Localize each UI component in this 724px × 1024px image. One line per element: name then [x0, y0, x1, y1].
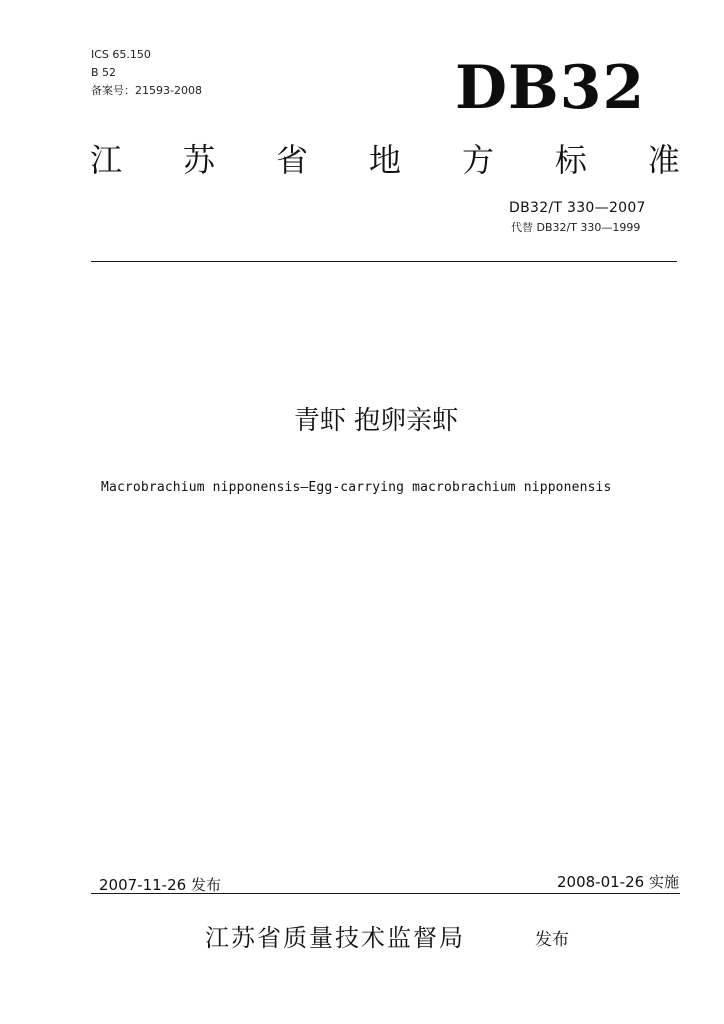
standard-type-char: 标: [554, 141, 587, 179]
title-english: Macrobrachium nipponensis—Egg-carrying macrobrachium nipponensis: [101, 480, 612, 495]
effective-date: 2008-01-26 实施: [557, 873, 679, 891]
standard-type: [90, 138, 680, 182]
issue-date: 2007-11-26 发布: [99, 876, 221, 894]
standard-type-char: 方: [461, 141, 494, 179]
standard-number: DB32/T 330—2007: [509, 200, 646, 216]
standard-type-char: 地: [368, 141, 401, 179]
replaces-note: 代替 DB32/T 330—1999: [511, 221, 641, 234]
bottom-rule: [91, 893, 680, 894]
issuing-authority: 江苏省质量技术监督局: [205, 924, 465, 952]
title-chinese: [0, 403, 724, 439]
db32-logo: DB32: [455, 53, 646, 123]
title-chinese-text: 青虾 抱卵亲虾: [293, 406, 459, 436]
top-rule: [91, 261, 677, 262]
ics-code: ICS 65.150: [91, 48, 151, 61]
record-number: 备案号：21593-2008: [91, 84, 202, 97]
standard-type-char: 江: [90, 141, 123, 179]
standard-type-char: 省: [275, 141, 308, 179]
issuing-authority-suffix: 发布: [535, 930, 569, 950]
standard-type-char: 准: [647, 141, 680, 179]
standard-type-char: 苏: [182, 141, 215, 179]
classification-code: B 52: [91, 66, 117, 79]
